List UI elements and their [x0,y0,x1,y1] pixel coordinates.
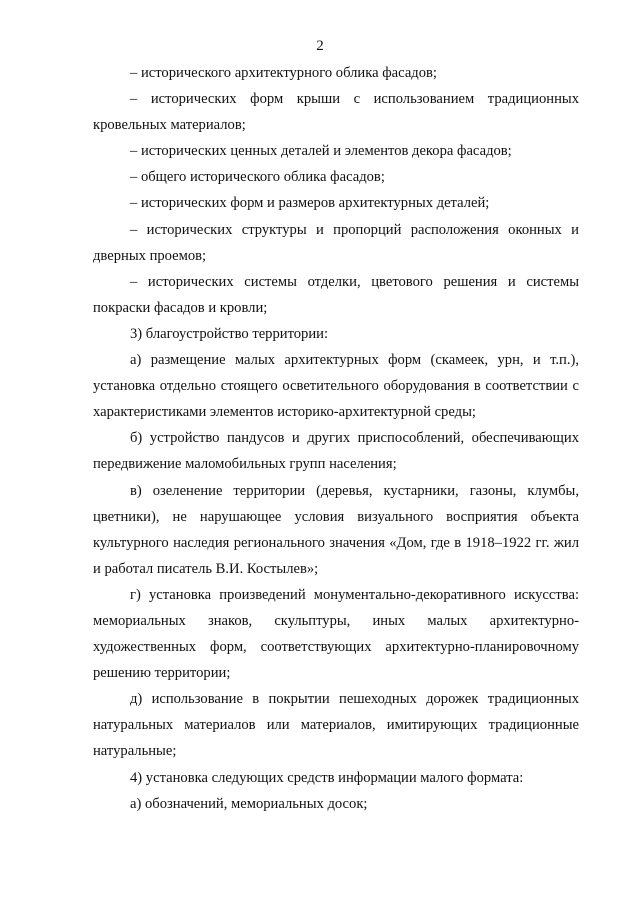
document-body [93,60,579,817]
paragraph-roof-forms: – исторических форм крыши с использованием традиционных кровельных материалов; [93,91,579,134]
paragraph-window-door-openings: – исторических структуры и пропорций расположения оконных и дверных проемов; [93,221,579,264]
paragraph-decor-details: – исторических ценных деталей и элементов декора фасадов; [130,143,512,160]
paragraph-general-facade: – общего исторического облика фасадов; [130,169,385,186]
paragraph-architectural-details: – исторических форм и размеров архитектурных деталей; [130,195,490,212]
paragraph-pavement-materials: д) использование в покрытии пешеходных дорожек традиционных натуральных материалов или материалов, имитирующих традиционные натуральные; [93,691,579,760]
paragraph-facade-appearance: – исторического архитектурного облика фасадов; [130,65,437,81]
paragraph-ramps: б) устройство пандусов и других приспособлений, обеспечивающих передвижение маломобильных групп населения; [93,430,579,473]
paragraph-information-heading: 4) установка следующих средств информации малого формата: [130,769,524,786]
paragraph-greenery: в) озеленение территории (деревья, кустарники, газоны, клумбы, цветники), не нарушающее условия визуального восприятия объекта культурного наследия регионального значения «Дом, где в 1918–1922 гг. жил и работал писатель В.И. Костылев»; [93,482,579,577]
paragraph-monumental-art: г) установка произведений монументально-декоративного искусства: мемориальных знаков, скульптуры, иных малых архитектурно-художественных форм, соответствующих архитектурно-планировочному решению территории; [93,586,579,682]
paragraph-finishing-colors: – исторических системы отделки, цветового решения и системы покраски фасадов и кровли; [93,273,579,316]
paragraph-small-forms: а) размещение малых архитектурных форм (скамеек, урн, и т.п.), установка отдельно стоящего осветительного оборудования в соответствии с характеристиками элементов историко-архитектурной среды; [93,352,579,421]
paragraph-landscaping-heading: 3) благоустройство территории: [130,325,329,342]
paragraph-memorial-plaques: а) обозначений, мемориальных досок; [130,795,368,812]
page-number: 2 [316,38,324,54]
